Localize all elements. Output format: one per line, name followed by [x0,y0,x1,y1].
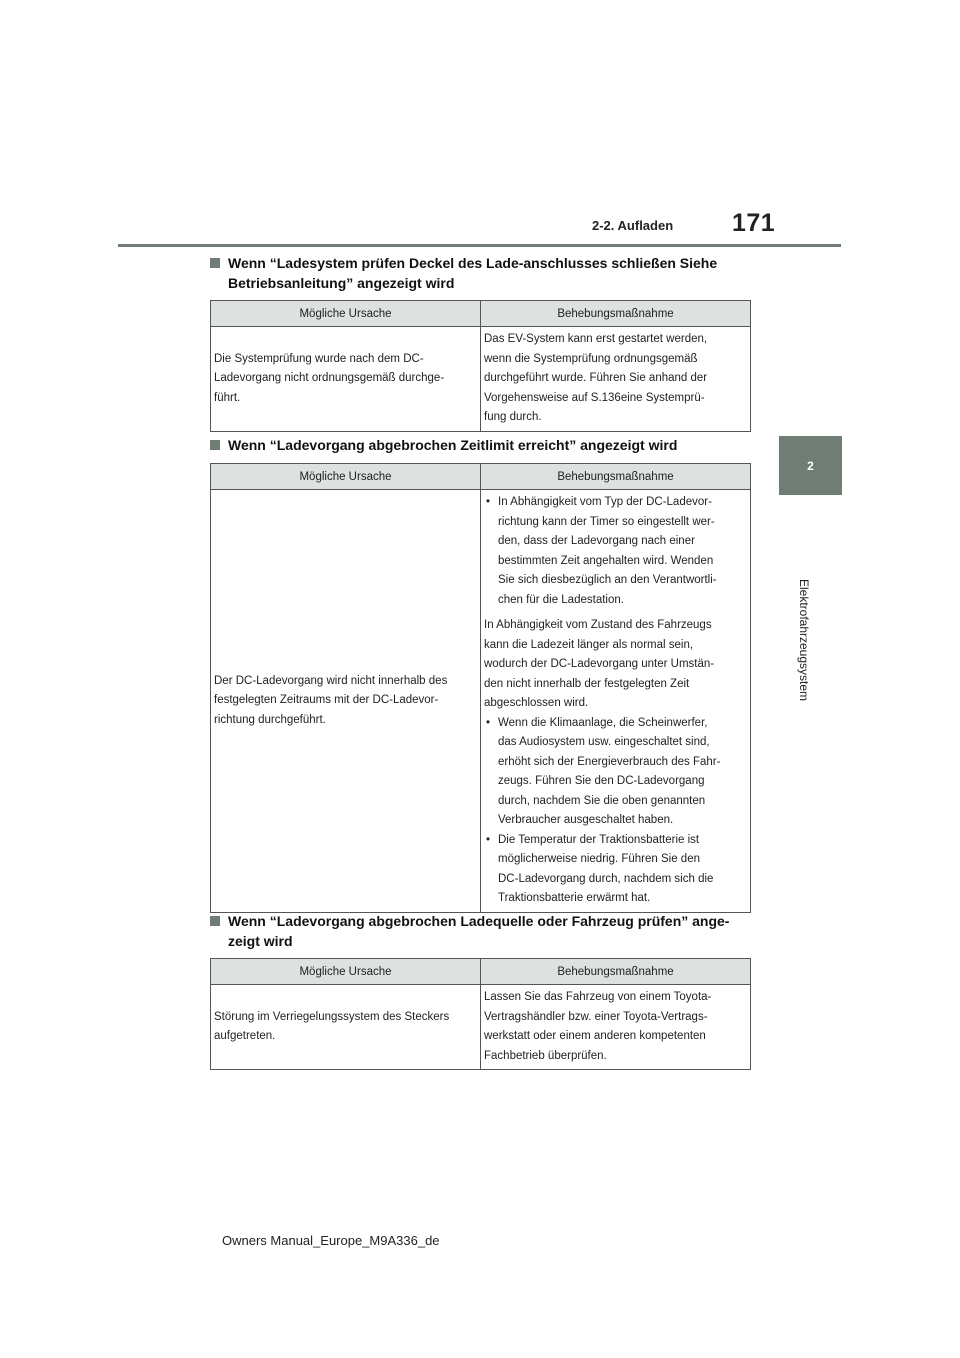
text-line: Ladevorgang nicht ordnungsgemäß durchge- [214,372,445,384]
chapter-tab [779,436,842,495]
remedy-bullet [484,714,747,831]
text-line: Die Systemprüfung wurde nach dem DC- [214,352,424,365]
heading-line: Wenn “Ladesystem prüfen Deckel des Lade-anschlusses schließen Siehe [228,255,718,271]
text-line: festgelegten Zeitraums mit der DC-Ladevor- [214,694,439,706]
column-header-remedy: Behebungsmaßnahme [481,464,751,490]
text-line: Lassen Sie das Fahrzeug von einem Toyota- [484,991,712,1003]
cause-cell [211,985,481,1070]
text-line: • Die Temperatur der Traktionsbatterie ist [498,833,700,846]
text-line: Fachbetrieb überprüfen. [484,1049,607,1062]
text-line: DC-Ladevorgang durch, nachdem sich die [498,872,714,885]
text-line: werkstatt oder einem anderen kompetenten [484,1030,706,1042]
text-line: Der DC-Ladevorgang wird nicht innerhalb des [214,674,448,687]
square-bullet-icon [210,916,220,926]
text-line: Das EV-System kann erst gestartet werden, [484,333,708,345]
text-line: wenn die Systemprüfung ordnungsgemäß [484,352,698,365]
text-line: das Audiosystem usw. eingeschaltet sind, [498,736,710,748]
chapter-label: Elektrofahrzeugsystem [797,578,811,702]
chapter-number: 2 [807,458,814,473]
text-line: aufgetreten. [214,1030,276,1042]
column-header-cause: Mögliche Ursache [211,301,481,327]
text-line: den nicht innerhalb der festgelegten Zeit [484,677,690,690]
section-heading-1 [210,253,717,293]
text-line: bestimmten Zeit angehalten wird. Wenden [498,554,714,567]
text-line: • Wenn die Klimaanlage, die Scheinwerfer, [498,716,708,729]
text-line: In Abhängigkeit vom Zustand des Fahrzeugs [484,619,712,631]
text-line: wodurch der DC-Ladevorgang unter Umstän- [484,658,715,670]
cause-table-2 [210,463,751,913]
column-header-remedy: Behebungsmaßnahme [481,301,751,327]
heading-line: Wenn “Ladevorgang abgebrochen Ladequelle oder Fahrzeug prüfen” ange- [228,913,730,929]
text-line: Verbraucher ausgeschaltet haben. [498,814,674,826]
text-line: • In Abhängigkeit vom Typ der DC-Ladevor- [498,496,712,508]
cause-cell [211,490,481,913]
section-heading-2 [210,435,677,455]
heading-line: Betriebsanleitung” angezeigt wird [228,275,455,291]
header-divider [118,244,841,247]
text-line: Vertragshändler bzw. einer Toyota-Vertrags- [484,1010,708,1023]
text-line: zeugs. Führen Sie den DC-Ladevorgang [498,775,705,787]
remedy-bullet [484,493,747,610]
text-line: kann die Ladezeit länger als normal sein, [484,638,694,651]
section-heading-3 [210,911,729,951]
cause-table-3 [210,958,751,1070]
remedy-cell [481,985,751,1070]
footer-document-id: Owners Manual_Europe_M9A336_de [222,1233,440,1248]
square-bullet-icon [210,440,220,450]
text-line: abgeschlossen wird. [484,697,589,709]
text-line: Vorgehensweise auf S.136eine Systemprü- [484,391,705,404]
heading-line: zeigt wird [228,933,293,949]
text-line: den, dass der Ladevorgang nach einer [498,535,695,547]
remedy-paragraph [484,616,747,714]
remedy-bullet [484,831,747,909]
text-line: fung durch. [484,411,542,423]
column-header-cause: Mögliche Ursache [211,464,481,490]
column-header-remedy: Behebungsmaßnahme [481,959,751,985]
text-line: richtung kann der Timer so eingestellt wer- [498,515,715,528]
text-line: möglicherweise niedrig. Führen Sie den [498,853,700,865]
column-header-cause: Mögliche Ursache [211,959,481,985]
cause-table-1 [210,300,751,432]
text-line: Störung im Verriegelungssystem des Steckers [214,1010,450,1023]
cause-cell [211,327,481,432]
text-line: Sie sich diesbezüglich an den Verantwortli- [498,574,717,586]
text-line: chen für die Ladestation. [498,593,624,606]
text-line: durch, nachdem Sie die oben genannten [498,794,706,807]
text-line: richtung durchgeführt. [214,713,326,726]
remedy-cell [481,327,751,432]
page-number: 171 [732,209,776,237]
section-title: 2-2. Aufladen [592,218,674,233]
heading-line: Wenn “Ladevorgang abgebrochen Zeitlimit erreicht” angezeigt wird [228,437,678,453]
text-line: Traktionsbatterie erwärmt hat. [498,892,651,904]
square-bullet-icon [210,258,220,268]
remedy-cell [481,490,751,913]
text-line: erhöht sich der Energieverbrauch des Fahr- [498,755,721,768]
text-line: durchgeführt wurde. Führen Sie anhand der [484,372,708,384]
text-line: führt. [214,391,241,404]
